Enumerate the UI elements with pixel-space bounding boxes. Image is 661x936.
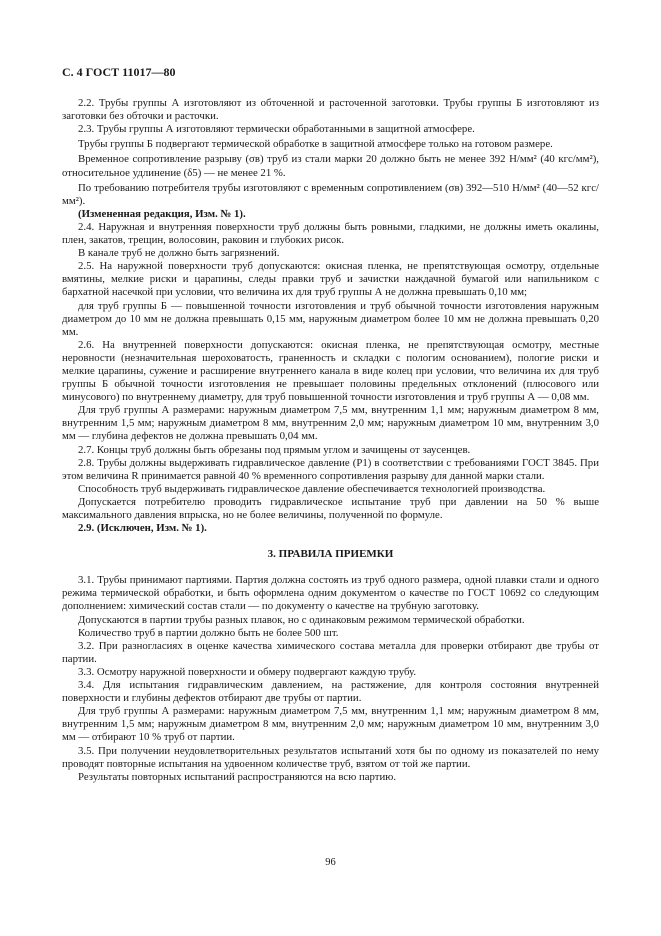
paragraph: Количество труб в партии должно быть не более 500 шт. <box>78 626 339 639</box>
paragraph: В канале труб не должно быть загрязнений. <box>78 247 280 260</box>
paragraph: 2.5. На наружной поверхности труб допускаются: окисная пленка, не препятствующая осмотру, отдельные вмятины, мелкие риски и царапины, следы правки труб и зачистки наждачной бумагой или напильником с бархатной насечкой при условии, что величина их для труб группы А не должна превышать 0,10 мм; <box>62 260 599 299</box>
paragraph: Способность труб выдерживать гидравлическое давление обеспечивается технологией производства. <box>78 482 546 495</box>
paragraph: 2.3. Трубы группы А изготовляют термически обработанными в защитной атмосфере. <box>78 123 475 136</box>
paragraph: 2.7. Концы труб должны быть обрезаны под прямым углом и зачищены от заусенцев. <box>78 443 471 456</box>
page-number: 96 <box>325 857 336 868</box>
excluded-note: 2.9. (Исключен, Изм. № 1). <box>78 522 207 535</box>
paragraph: 3.4. Для испытания гидравлическим давлением, на растяжение, для контроля состояния внутренней поверхности и глубины дефектов отбирают две трубы от партии. <box>62 679 599 705</box>
paragraph: Временное сопротивление разрыву (σв) труб из стали марки 20 должно быть не менее 392 Н/мм² (40 кгс/мм²), относительное удлинение (δ5) — не менее 21 %. <box>62 153 599 179</box>
paragraph: 3.3. Осмотру наружной поверхности и обмеру подвергают каждую трубу. <box>78 665 417 678</box>
amendment-note: (Измененная редакция, Изм. № 1). <box>78 207 246 220</box>
section-title: 3. ПРАВИЛА ПРИЕМКИ <box>267 548 394 561</box>
page-header: С. 4 ГОСТ 11017—80 <box>62 65 176 79</box>
paragraph: Для труб группы А размерами: наружным диаметром 7,5 мм, внутренним 1,1 мм; наружным диаметром 8 мм, внутренним 1,5 мм; наружным диаметром 8 мм, внутренним 2,0 мм; наружным диаметром 10 мм, внутренним 3,0 мм — отбирают 10 % труб от партии. <box>62 705 599 744</box>
section-3-body <box>62 574 599 784</box>
paragraph: 3.5. При получении неудовлетворительных результатов испытаний хотя бы по одному из показателей по нему проводят повторные испытания на удвоенном количестве труб, взятом от той же партии. <box>62 744 599 770</box>
paragraph: По требованию потребителя трубы изготовляют с временным сопротивлением (σв) 392—510 Н/мм² (40—52 кгс/мм²). <box>62 181 599 207</box>
paragraph: Результаты повторных испытаний распространяются на всю партию. <box>78 770 397 783</box>
paragraph: 3.2. При разногласиях в оценке качества химического состава металла для проверки отбирают две трубы от партии. <box>62 639 599 665</box>
paragraph: Допускается потребителю проводить гидравлическое испытание труб при давлении на 50 % выше максимального давления впрыска, но не более величины, полученной по формуле. <box>62 495 599 521</box>
paragraph: 3.1. Трубы принимают партиями. Партия должна состоять из труб одного размера, одной плавки стали и одного режима термической обработки, и быть оформлена одним документом о качестве по ГОСТ 10692 со следующим дополнением: химический состав стали — по документу о качестве на трубную заготовку. <box>62 574 599 613</box>
paragraph: для труб группы Б — повышенной точности изготовления и труб обычной точности изготовления наружным диаметром до 10 мм не должна превышать 0,15 мм, наружным диаметром более 10 мм не должна превышать 0,20 мм. <box>62 299 599 338</box>
paragraph: 2.2. Трубы группы А изготовляют из обточенной и расточенной заготовки. Трубы группы Б изготовляют из заготовки без обточки и расточки. <box>62 97 599 123</box>
paragraph: 2.4. Наружная и внутренняя поверхности труб должны быть ровными, гладкими, не должны иметь окалины, плен, закатов, трещин, волосовин, раковин и глубоких рисок. <box>62 220 599 247</box>
paragraph: Допускаются в партии трубы разных плавок, но с одинаковым режимом термической обработки. <box>78 613 525 626</box>
paragraph: 2.6. На внутренней поверхности допускаются: окисная пленка, не препятствующая осмотру, местные неровности (незначительная шероховатость, граненность и складки с пологим основанием), пологие риски и мелкие царапины, сужение и расширение внутреннего канала в виде колец при условии, что величина их для труб группы Б обычной точности изготовления не превышает половины предельных отклонений (плюсового или минусового) по внутреннему диаметру, для труб повышенной точности изготовления и труб группы А — 0,08 мм. <box>62 338 599 404</box>
paragraph: Для труб группы А размерами: наружным диаметром 7,5 мм, внутренним 1,1 мм; наружным диаметром 8 мм, внутренним 1,5 мм; наружным диаметром 8 мм, внутренним 2,0 мм; наружным диаметром 10 мм, внутренним 3,0 мм — глубина дефектов не должна превышать 0,04 мм. <box>62 404 599 443</box>
paragraph: 2.8. Трубы должны выдерживать гидравлическое давление (P1) в соответствии с требованиями ГОСТ 3845. При этом величина R принимается равной 40 % временного сопротивления разрыву для данной марки стали. <box>62 456 599 482</box>
paragraph: Трубы группы Б подвергают термической обработке в защитной атмосфере только на готовом размере. <box>78 138 553 151</box>
section-2-body <box>62 97 599 535</box>
